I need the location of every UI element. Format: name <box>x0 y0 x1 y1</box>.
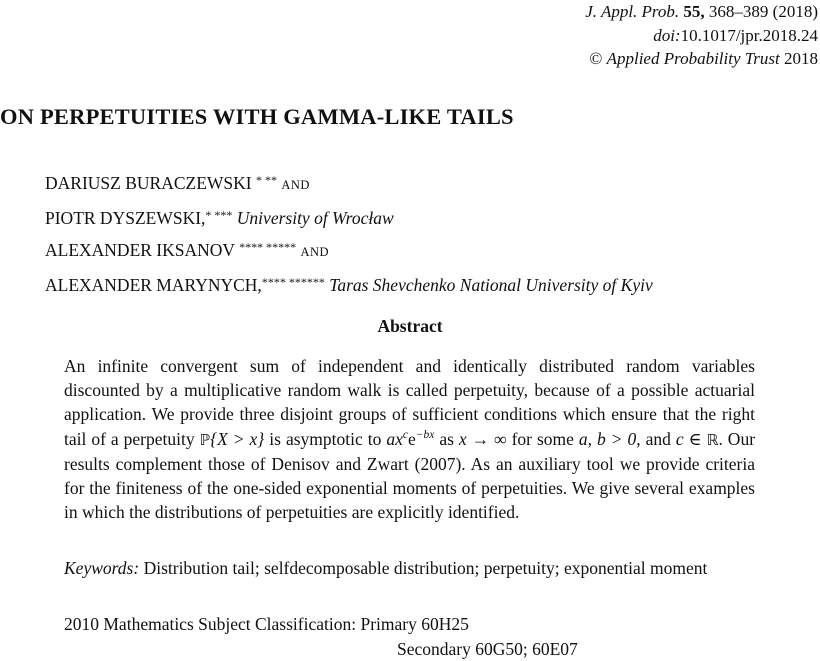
doi-value[interactable]: 10.1017/jpr.2018.24 <box>681 26 818 45</box>
author-marks: **** ****** <box>262 275 325 289</box>
math-c-in: c ∈ <box>676 429 707 449</box>
msc-primary: Primary 60H25 <box>360 614 468 634</box>
abstract-text: . Our results complement those of Denisov and Zwart (2007). As an auxiliary tool we provide criteria for the finiteness of the one-sided exponential moments of perpetuities. We give several examples in which the distributions of perpetuities are explicitly identified. <box>64 429 755 523</box>
author-conjunction: AND <box>281 178 310 192</box>
math-event: {X > x} <box>210 429 264 449</box>
journal-header <box>585 0 818 71</box>
math-ab: a, b > 0, <box>579 429 641 449</box>
math-limit: x → ∞ <box>459 429 507 449</box>
journal-citation <box>585 0 818 24</box>
author-name: ALEXANDER IKSANOV <box>45 240 235 260</box>
author-name: PIOTR DYSZEWSKI, <box>45 208 205 228</box>
keywords-block <box>64 556 755 580</box>
author-line <box>45 268 653 301</box>
copyright-symbol: © <box>589 49 602 68</box>
math-reals-symbol: ℝ <box>707 431 719 449</box>
abstract-text: for some <box>507 429 579 449</box>
copyright-trust: Applied Probability Trust <box>607 49 780 68</box>
author-affiliation: Taras Shevchenko National University of Kyiv <box>329 275 653 295</box>
author-line <box>45 166 653 201</box>
math-prob-symbol: ℙ <box>200 431 211 449</box>
author-list <box>45 166 653 300</box>
journal-volume: 55, <box>683 2 704 21</box>
author-affiliation: University of Wrocław <box>237 208 394 228</box>
math-ax: ax <box>386 429 403 449</box>
author-line <box>45 201 653 234</box>
abstract-text: and <box>641 429 676 449</box>
copyright-line <box>585 47 818 71</box>
paper-title: ON PERPETUITIES WITH GAMMA-LIKE TAILS <box>0 104 514 130</box>
author-name: ALEXANDER MARYNYCH, <box>45 275 262 295</box>
journal-pages: 368–389 (2018) <box>709 2 818 21</box>
abstract-text: as <box>434 429 459 449</box>
journal-name: J. Appl. Prob. <box>585 2 679 21</box>
math-e: e <box>408 429 416 449</box>
msc-block <box>64 612 578 661</box>
author-name: DARIUSZ BURACZEWSKI <box>45 173 252 193</box>
doi-label: doi: <box>653 26 680 45</box>
math-exponent-c: c <box>403 429 408 441</box>
copyright-year: 2018 <box>784 49 818 68</box>
abstract-text: is asymptotic to <box>264 429 386 449</box>
author-marks: * ** <box>256 173 277 187</box>
keywords-text: Distribution tail; selfdecomposable distribution; perpetuity; exponential moment <box>144 558 708 578</box>
author-marks: * *** <box>205 208 232 222</box>
msc-secondary: Secondary 60G50; 60E07 <box>64 637 578 661</box>
abstract-body <box>64 354 755 524</box>
author-line <box>45 233 653 268</box>
author-marks: **** ***** <box>239 240 296 254</box>
msc-label: 2010 Mathematics Subject Classification: <box>64 614 356 634</box>
keywords-label: Keywords: <box>64 558 139 578</box>
abstract-heading: Abstract <box>0 316 820 337</box>
abstract-paragraph <box>64 354 755 524</box>
math-exponent-bx: −bx <box>416 429 435 441</box>
abstract-text: An infinite convergent sum of independent and identically distributed random variables discounted by a multiplicative random walk is called perpetuity, because of a possible actuarial application. We provide three disjoint groups of sufficient conditions which ensure that the right tail of a perpetuity <box>64 356 755 449</box>
author-conjunction: AND <box>301 245 330 259</box>
doi-line <box>585 24 818 48</box>
